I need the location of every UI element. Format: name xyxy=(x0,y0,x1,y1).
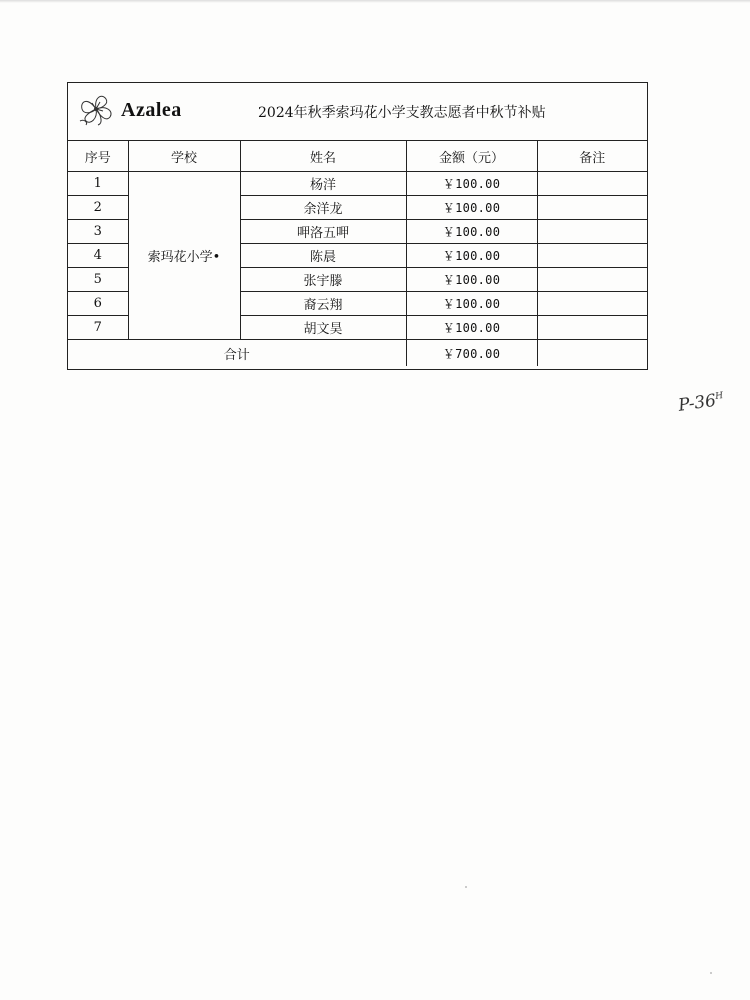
header-name: 姓名 xyxy=(240,141,406,172)
row-amount: ￥100.00 xyxy=(406,172,537,196)
row-index: 3 xyxy=(68,220,128,244)
row-name: 张宇滕 xyxy=(240,268,406,292)
row-remark xyxy=(537,220,647,244)
row-name: 胡文昊 xyxy=(240,316,406,340)
total-amount: ￥700.00 xyxy=(406,340,537,367)
row-name: 杨洋 xyxy=(240,172,406,196)
row-remark xyxy=(537,244,647,268)
row-remark xyxy=(537,292,647,316)
row-index: 7 xyxy=(68,316,128,340)
row-index: 6 xyxy=(68,292,128,316)
logo-text: Azalea xyxy=(121,99,182,121)
row-index: 4 xyxy=(68,244,128,268)
header-remark: 备注 xyxy=(537,141,647,172)
row-amount: ￥100.00 xyxy=(406,196,537,220)
table-header-row xyxy=(68,141,647,172)
row-name: 陈晨 xyxy=(240,244,406,268)
total-remark xyxy=(537,340,647,367)
row-index: 2 xyxy=(68,196,128,220)
note-sup: H xyxy=(714,390,724,402)
document-title: 2024年秋季索玛花小学支教志愿者中秋节补贴 xyxy=(258,105,546,121)
row-name: 裔云翔 xyxy=(240,292,406,316)
row-amount: ￥100.00 xyxy=(406,220,537,244)
row-amount: ￥100.00 xyxy=(406,268,537,292)
row-index: 1 xyxy=(68,172,128,196)
subsidy-table xyxy=(68,141,647,366)
header-index: 序号 xyxy=(68,141,128,172)
azalea-logo xyxy=(76,91,196,127)
scan-speck xyxy=(710,972,712,974)
table-row xyxy=(68,172,647,196)
header-amount: 金额（元） xyxy=(406,141,537,172)
row-remark xyxy=(537,268,647,292)
row-remark xyxy=(537,172,647,196)
row-remark xyxy=(537,316,647,340)
school-cell: 索玛花小学• xyxy=(128,172,240,340)
handwritten-page-note xyxy=(677,390,725,416)
row-index: 5 xyxy=(68,268,128,292)
sheet-header xyxy=(68,83,647,141)
scan-edge xyxy=(0,0,750,3)
header-school: 学校 xyxy=(128,141,240,172)
total-row xyxy=(68,340,647,367)
total-label: 合计 xyxy=(68,340,406,367)
row-remark xyxy=(537,196,647,220)
row-name: 呷洛五呷 xyxy=(240,220,406,244)
azalea-flower-icon xyxy=(76,91,118,127)
scan-speck xyxy=(465,886,467,888)
row-amount: ￥100.00 xyxy=(406,316,537,340)
note-main: P-36 xyxy=(677,390,718,416)
subsidy-sheet xyxy=(67,82,648,370)
row-name: 余洋龙 xyxy=(240,196,406,220)
row-amount: ￥100.00 xyxy=(406,292,537,316)
row-amount: ￥100.00 xyxy=(406,244,537,268)
